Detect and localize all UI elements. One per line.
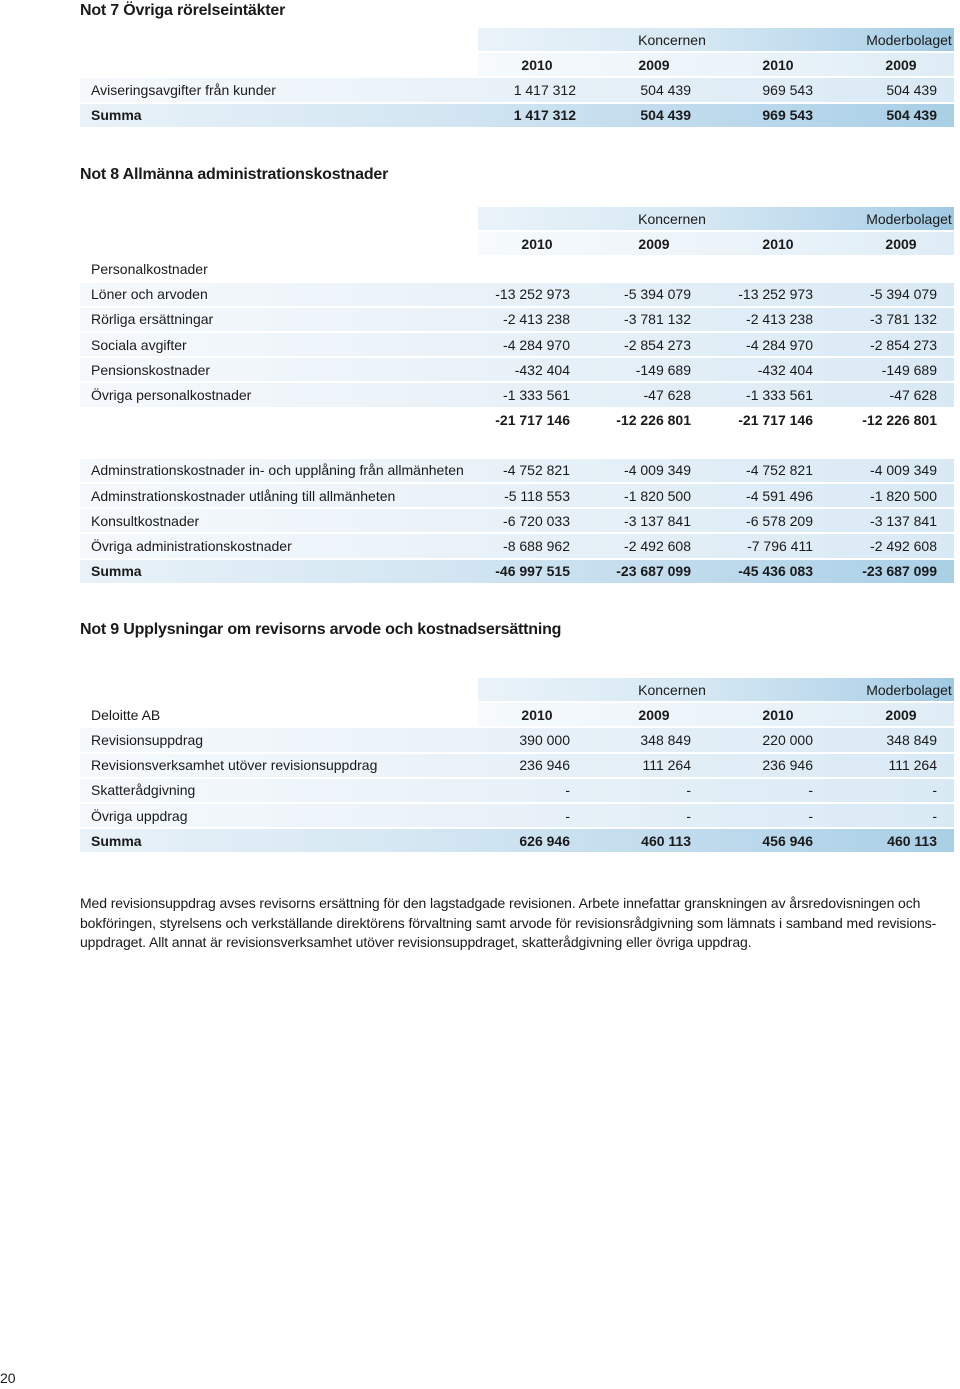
cell: 460 113	[887, 832, 937, 849]
cell: 504 439	[886, 81, 937, 98]
row-label: Skatterådgivning	[91, 782, 196, 799]
cell: 236 946	[519, 757, 570, 774]
cell: 1 417 312	[513, 107, 576, 124]
note7-year-header	[80, 52, 954, 77]
year-col-2: 2009	[638, 706, 670, 723]
note8-table	[80, 206, 954, 584]
table-row	[80, 458, 954, 483]
cell: -	[932, 782, 937, 799]
cell: 460 113	[641, 832, 691, 849]
table-row	[80, 77, 954, 102]
year-col-4: 2009	[885, 56, 917, 73]
row-label: Summa	[91, 107, 142, 124]
cell: -21 717 146	[738, 412, 813, 429]
cell: -	[932, 807, 937, 824]
cell: 456 946	[762, 832, 813, 849]
row-label: Övriga personalkostnader	[91, 386, 252, 403]
row-label: Övriga uppdrag	[91, 807, 188, 824]
group-koncernen: Koncernen	[638, 681, 706, 698]
section-label: Personalkostnader	[91, 260, 208, 277]
cell: -2 492 608	[624, 538, 691, 555]
cell: -3 137 841	[870, 512, 937, 529]
cell: 220 000	[762, 731, 813, 748]
note9-table	[80, 677, 954, 853]
group-koncernen: Koncernen	[638, 210, 706, 227]
row-label: Sociala avgifter	[91, 336, 187, 353]
cell: -	[565, 807, 570, 824]
note7-group-header	[80, 27, 954, 52]
cell: 504 439	[640, 81, 691, 98]
cell: 626 946	[519, 832, 570, 849]
cell: -45 436 083	[738, 563, 813, 580]
summa-row	[80, 103, 954, 128]
page-number: 20	[0, 1370, 16, 1386]
cell: -	[565, 782, 570, 799]
cell: -4 752 821	[503, 462, 570, 479]
cell: 390 000	[519, 731, 570, 748]
cell: -4 752 821	[746, 462, 813, 479]
row-label: Övriga administrationskostnader	[91, 538, 292, 555]
table-row	[80, 778, 954, 803]
group-moderbolaget: Moderbolaget	[866, 210, 952, 227]
table-row	[80, 382, 954, 407]
note8-group-header	[80, 206, 954, 231]
table-row	[80, 727, 954, 752]
row-label: Summa	[91, 832, 142, 849]
year-col-1: 2010	[521, 706, 553, 723]
auditor-label: Deloitte AB	[91, 706, 161, 723]
table-row	[80, 357, 954, 382]
note8-title: Not 8 Allmänna administrationskostnader	[80, 166, 389, 183]
cell: 111 264	[888, 757, 937, 774]
note9-group-header	[80, 677, 954, 702]
row-label: Rörliga ersättningar	[91, 311, 214, 328]
cell: -23 687 099	[616, 563, 691, 580]
cell: -6 720 033	[503, 512, 570, 529]
cell: -1 333 561	[746, 386, 813, 403]
group-koncernen: Koncernen	[638, 31, 706, 48]
cell: -149 689	[635, 361, 691, 378]
row-label: Revisionsverksamhet utöver revisionsuppdrag	[91, 757, 378, 774]
section-heading-row	[80, 256, 954, 281]
cell: -432 404	[514, 361, 570, 378]
row-label: Aviseringsavgifter från kunder	[91, 81, 276, 98]
cell: -5 394 079	[624, 286, 691, 303]
cell: -149 689	[881, 361, 937, 378]
cell: -4 591 496	[746, 487, 813, 504]
cell: 969 543	[762, 81, 813, 98]
table-row	[80, 307, 954, 332]
table-row	[80, 533, 954, 558]
cell: -2 492 608	[870, 538, 937, 555]
cell: -23 687 099	[862, 563, 937, 580]
cell: -4 284 970	[503, 336, 570, 353]
cell: -4 009 349	[624, 462, 691, 479]
year-col-2: 2009	[638, 235, 670, 252]
group-moderbolaget: Moderbolaget	[866, 681, 952, 698]
cell: 504 439	[640, 107, 691, 124]
year-col-1: 2010	[521, 235, 553, 252]
table-row	[80, 483, 954, 508]
row-label: Pensionskostnader	[91, 361, 211, 378]
table-row	[80, 508, 954, 533]
note7-title: Not 7 Övriga rörelseintäkter	[80, 2, 286, 19]
cell: 504 439	[886, 107, 937, 124]
cell: -1 820 500	[870, 487, 937, 504]
cell: -3 781 132	[624, 311, 691, 328]
cell: -	[808, 807, 813, 824]
cell: -	[686, 807, 691, 824]
cell: -4 009 349	[870, 462, 937, 479]
cell: 348 849	[640, 731, 691, 748]
cell: -2 413 238	[746, 311, 813, 328]
cell: -5 394 079	[870, 286, 937, 303]
year-col-3: 2010	[762, 235, 794, 252]
summa-row	[80, 828, 954, 853]
cell: -2 854 273	[624, 336, 691, 353]
note7-table	[80, 27, 954, 128]
year-col-1: 2010	[521, 56, 553, 73]
cell: -8 688 962	[503, 538, 570, 555]
table-row	[80, 803, 954, 828]
cell: 236 946	[762, 757, 813, 774]
cell: 969 543	[762, 107, 813, 124]
year-col-4: 2009	[885, 235, 917, 252]
row-label: Adminstrationskostnader utlåning till allmänheten	[91, 487, 396, 504]
row-label: Konsultkostnader	[91, 512, 200, 529]
cell: -21 717 146	[495, 412, 570, 429]
cell: -13 252 973	[738, 286, 813, 303]
cell: -4 284 970	[746, 336, 813, 353]
cell: -6 578 209	[746, 512, 813, 529]
cell: -	[808, 782, 813, 799]
year-col-2: 2009	[638, 56, 670, 73]
cell: -47 628	[643, 386, 691, 403]
table-row	[80, 332, 954, 357]
row-label: Adminstrationskostnader in- och upplåning från allmänheten	[91, 462, 464, 479]
cell: -	[686, 782, 691, 799]
cell: -7 796 411	[747, 538, 813, 555]
cell: 348 849	[886, 731, 937, 748]
cell: -47 628	[889, 386, 937, 403]
year-col-3: 2010	[762, 56, 794, 73]
cell: -13 252 973	[495, 286, 570, 303]
cell: -12 226 801	[862, 412, 937, 429]
cell: 111 264	[642, 757, 691, 774]
year-col-4: 2009	[885, 706, 917, 723]
cell: -1 333 561	[503, 386, 570, 403]
cell: -2 854 273	[870, 336, 937, 353]
group-moderbolaget: Moderbolaget	[866, 31, 952, 48]
cell: -12 226 801	[616, 412, 691, 429]
cell: -432 404	[757, 361, 813, 378]
cell: -3 137 841	[624, 512, 691, 529]
row-label: Revisionsuppdrag	[91, 731, 204, 748]
year-col-3: 2010	[762, 706, 794, 723]
row-label: Löner och arvoden	[91, 286, 208, 303]
cell: -3 781 132	[870, 311, 937, 328]
note8-year-header	[80, 231, 954, 256]
subtotal-row	[80, 408, 954, 433]
row-label: Summa	[91, 563, 142, 580]
cell: -1 820 500	[624, 487, 691, 504]
cell: 1 417 312	[513, 81, 576, 98]
cell: -2 413 238	[503, 311, 570, 328]
cell: -5 118 553	[504, 487, 570, 504]
table-row	[80, 753, 954, 778]
cell: -46 997 515	[495, 563, 570, 580]
note9-title: Not 9 Upplysningar om revisorns arvode och kostnadsersättning	[80, 621, 562, 638]
summa-row	[80, 559, 954, 584]
table-row	[80, 282, 954, 307]
note9-year-header	[80, 702, 954, 727]
spacer-row	[80, 433, 954, 458]
explanation-paragraph: Med revisionsuppdrag avses revisorns ersättning för den lagstadgade revisionen. Arbete innefattar granskningen av årsredovisningen och bokföringen, styrelsens och verkställande direktörens förvaltning samt arvode för revisionsrådgivning som lämnats i samband med revisions-uppdraget. Allt annat är revisionsverksamhet utöver revisionsuppdraget, skatterådgivning eller övriga uppdrag.	[80, 895, 937, 950]
